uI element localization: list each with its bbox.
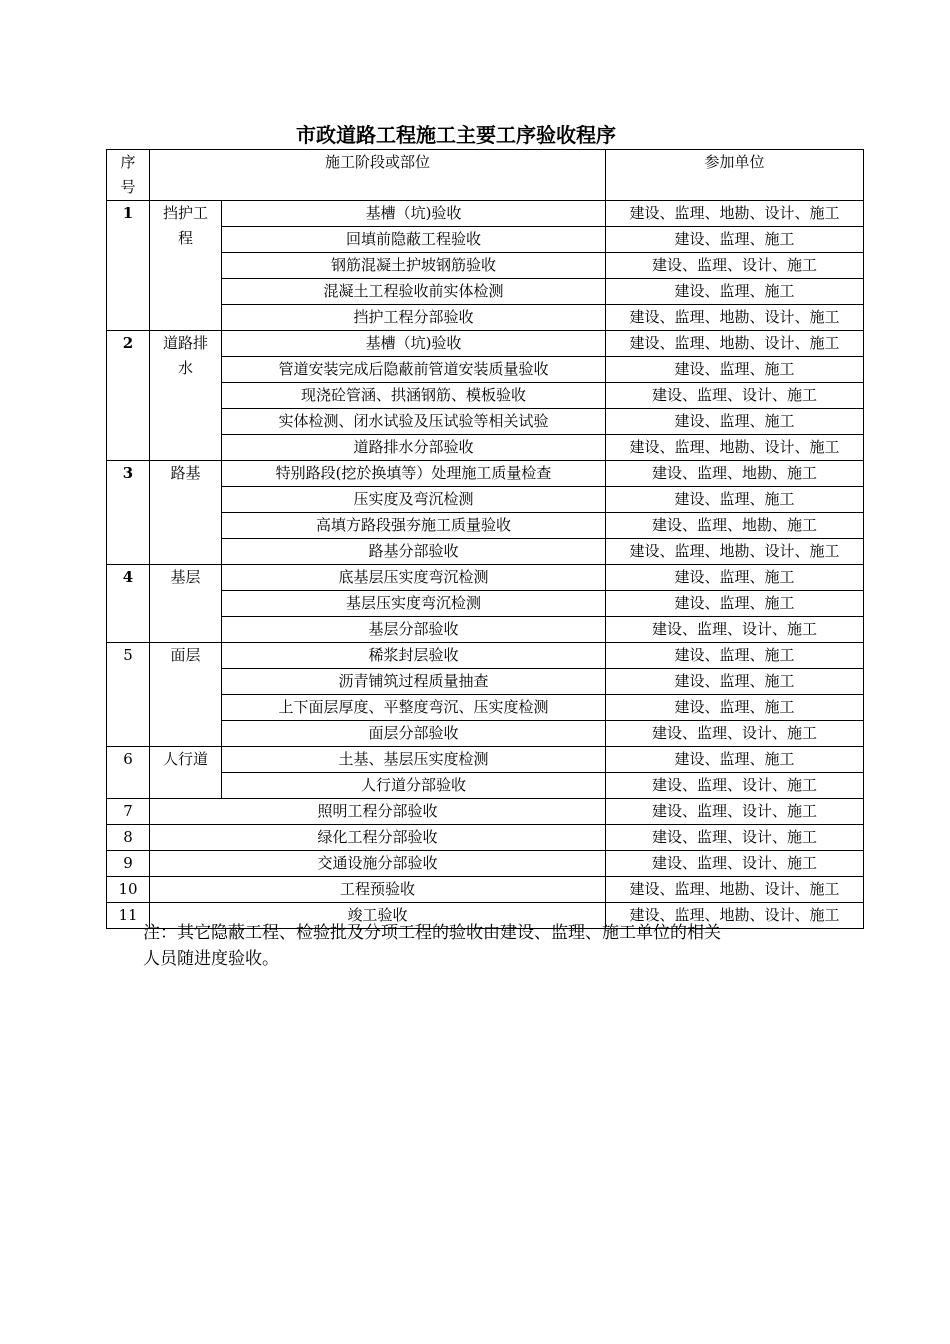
- task-cell: 高填方路段强夯施工质量验收: [222, 513, 606, 539]
- table-row: [107, 799, 864, 825]
- acceptance-procedure-table: [106, 149, 864, 929]
- units-cell: 建设、监理、施工: [606, 695, 864, 721]
- task-cell: 挡护工程分部验收: [222, 305, 606, 331]
- task-cell: 稀浆封层验收: [222, 643, 606, 669]
- units-cell: 建设、监理、地勘、设计、施工: [606, 539, 864, 565]
- task-cell: 实体检测、闭水试验及压试验等相关试验: [222, 409, 606, 435]
- units-cell: 建设、监理、施工: [606, 409, 864, 435]
- table-row: [107, 331, 864, 357]
- task-cell: 竣工验收: [150, 903, 606, 929]
- stage-group-name: [150, 747, 222, 799]
- task-cell: 交通设施分部验收: [150, 851, 606, 877]
- task-cell: 底基层压实度弯沉检测: [222, 565, 606, 591]
- task-cell: 管道安装完成后隐蔽前管道安装质量验收: [222, 357, 606, 383]
- header-cell-stage: 施工阶段或部位: [150, 150, 606, 201]
- stage-group-name: [150, 331, 222, 461]
- footnote-line-2: 人员随进度验收。: [143, 949, 279, 969]
- stage-group-name-line-2: 水: [177, 359, 193, 377]
- task-cell: 钢筋混凝土护坡钢筋验收: [222, 253, 606, 279]
- row-number: 5: [107, 643, 150, 747]
- table-header-row: [107, 150, 864, 201]
- stage-group-name-line-2: 程: [177, 229, 193, 247]
- units-cell: 建设、监理、施工: [606, 643, 864, 669]
- task-cell: 回填前隐蔽工程验收: [222, 227, 606, 253]
- task-cell: 土基、基层压实度检测: [222, 747, 606, 773]
- task-cell: 现浇砼管涵、拱涵钢筋、模板验收: [222, 383, 606, 409]
- units-cell: 建设、监理、地勘、设计、施工: [606, 877, 864, 903]
- footnote: [143, 920, 823, 972]
- row-number: 7: [107, 799, 150, 825]
- units-cell: 建设、监理、地勘、施工: [606, 461, 864, 487]
- task-cell: 绿化工程分部验收: [150, 825, 606, 851]
- table-row: [107, 851, 864, 877]
- task-cell: 工程预验收: [150, 877, 606, 903]
- units-cell: 建设、监理、地勘、设计、施工: [606, 331, 864, 357]
- units-cell: 建设、监理、设计、施工: [606, 799, 864, 825]
- units-cell: 建设、监理、施工: [606, 487, 864, 513]
- row-number: 1: [107, 201, 150, 331]
- stage-group-name-line-1: 人行道: [162, 750, 208, 768]
- task-cell: 面层分部验收: [222, 721, 606, 747]
- units-cell: 建设、监理、设计、施工: [606, 773, 864, 799]
- row-number: 4: [107, 565, 150, 643]
- units-cell: 建设、监理、设计、施工: [606, 851, 864, 877]
- units-cell: 建设、监理、设计、施工: [606, 383, 864, 409]
- task-cell: 基槽（坑)验收: [222, 331, 606, 357]
- row-number: 8: [107, 825, 150, 851]
- table-row: [107, 643, 864, 669]
- table-row: [107, 747, 864, 773]
- units-cell: 建设、监理、施工: [606, 357, 864, 383]
- task-cell: 基槽（坑)验收: [222, 201, 606, 227]
- task-cell: 上下面层厚度、平整度弯沉、压实度检测: [222, 695, 606, 721]
- stage-group-name: [150, 461, 222, 565]
- table-row: [107, 201, 864, 227]
- table-row: [107, 825, 864, 851]
- units-cell: 建设、监理、地勘、设计、施工: [606, 305, 864, 331]
- stage-group-name: [150, 643, 222, 747]
- stage-group-name: [150, 201, 222, 331]
- stage-group-name-line-1: 基层: [170, 568, 201, 586]
- header-cell-no: [107, 150, 150, 201]
- table-row: [107, 877, 864, 903]
- units-cell: 建设、监理、地勘、设计、施工: [606, 201, 864, 227]
- stage-group-name: [150, 565, 222, 643]
- stage-group-name-line-1: 面层: [170, 646, 201, 664]
- row-number: 3: [107, 461, 150, 565]
- task-cell: 基层分部验收: [222, 617, 606, 643]
- row-number: 9: [107, 851, 150, 877]
- units-cell: 建设、监理、设计、施工: [606, 253, 864, 279]
- units-cell: 建设、监理、施工: [606, 279, 864, 305]
- row-number: 10: [107, 877, 150, 903]
- header-no-line-1: 序: [120, 153, 136, 171]
- units-cell: 建设、监理、设计、施工: [606, 721, 864, 747]
- task-cell: 基层压实度弯沉检测: [222, 591, 606, 617]
- task-cell: 道路排水分部验收: [222, 435, 606, 461]
- task-cell: 混凝土工程验收前实体检测: [222, 279, 606, 305]
- units-cell: 建设、监理、施工: [606, 591, 864, 617]
- header-no-line-2: 号: [120, 178, 136, 196]
- units-cell: 建设、监理、施工: [606, 669, 864, 695]
- task-cell: 照明工程分部验收: [150, 799, 606, 825]
- task-cell: 沥青铺筑过程质量抽查: [222, 669, 606, 695]
- task-cell: 路基分部验收: [222, 539, 606, 565]
- row-number: 11: [107, 903, 150, 929]
- footnote-line-1: 注：其它隐蔽工程、检验批及分项工程的验收由建设、监理、施工单位的相关: [143, 923, 721, 943]
- units-cell: 建设、监理、施工: [606, 565, 864, 591]
- units-cell: 建设、监理、设计、施工: [606, 825, 864, 851]
- units-cell: 建设、监理、地勘、设计、施工: [606, 435, 864, 461]
- units-cell: 建设、监理、设计、施工: [606, 617, 864, 643]
- row-number: 2: [107, 331, 150, 461]
- row-number: 6: [107, 747, 150, 799]
- units-cell: 建设、监理、地勘、施工: [606, 513, 864, 539]
- stage-group-name-line-1: 道路排: [162, 334, 208, 352]
- task-cell: 特别路段(挖於换填等）处理施工质量检查: [222, 461, 606, 487]
- task-cell: 压实度及弯沉检测: [222, 487, 606, 513]
- table-row: [107, 461, 864, 487]
- stage-group-name-line-1: 挡护工: [162, 204, 208, 222]
- units-cell: 建设、监理、施工: [606, 747, 864, 773]
- stage-group-name-line-1: 路基: [170, 464, 201, 482]
- table-row: [107, 565, 864, 591]
- task-cell: 人行道分部验收: [222, 773, 606, 799]
- units-cell: 建设、监理、施工: [606, 227, 864, 253]
- units-cell: 建设、监理、地勘、设计、施工: [606, 903, 864, 929]
- page-title: 市政道路工程施工主要工序验收程序: [296, 123, 616, 147]
- header-cell-units: 参加单位: [606, 150, 864, 201]
